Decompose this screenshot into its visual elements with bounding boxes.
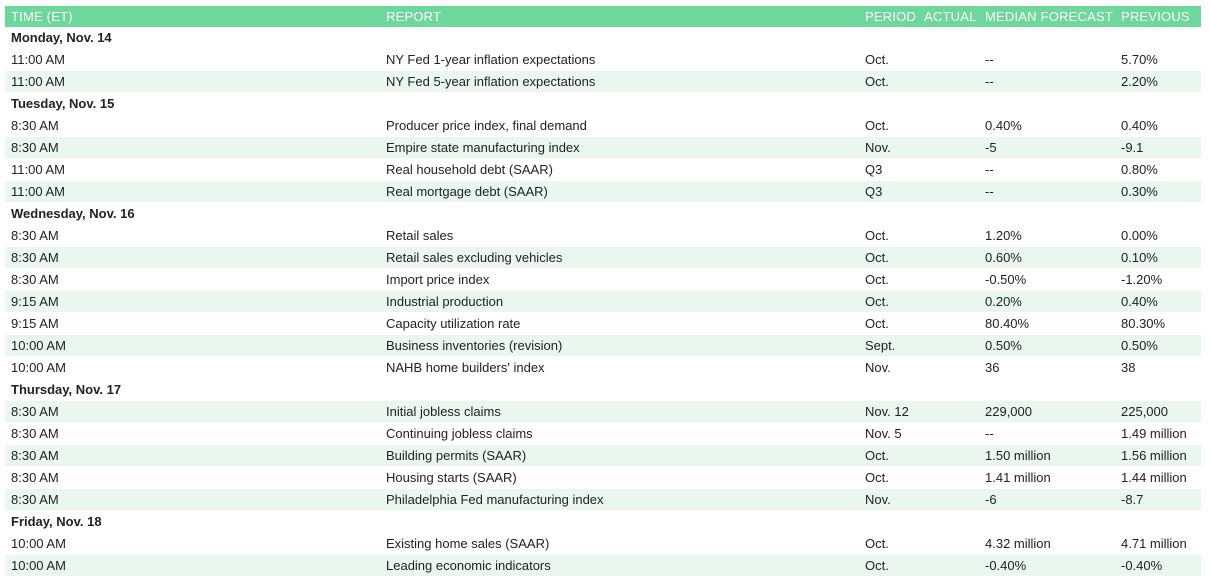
cell-period: Oct. <box>859 313 918 335</box>
cell-time: 10:00 AM <box>5 335 380 357</box>
table-row <box>5 467 1201 489</box>
cell-report: Housing starts (SAAR) <box>380 467 859 489</box>
table-row <box>5 159 1201 181</box>
cell-time: 8:30 AM <box>5 247 380 269</box>
cell-actual <box>918 291 979 313</box>
column-header-report: REPORT <box>386 9 442 24</box>
day-header-row <box>5 93 1201 115</box>
cell-time: 11:00 AM <box>5 71 380 93</box>
cell-time: 11:00 AM <box>5 49 380 71</box>
table-row <box>5 269 1201 291</box>
cell-time: 8:30 AM <box>5 225 380 247</box>
table-row <box>5 335 1201 357</box>
table-row <box>5 489 1201 511</box>
cell-report: Import price index <box>380 269 859 291</box>
cell-report: Real mortgage debt (SAAR) <box>380 181 859 203</box>
cell-median: -0.50% <box>979 269 1115 291</box>
cell-previous: 1.44 million <box>1115 467 1201 489</box>
cell-time: 9:15 AM <box>5 291 380 313</box>
table-row <box>5 445 1201 467</box>
cell-time: 8:30 AM <box>5 401 380 423</box>
cell-median: -6 <box>979 489 1115 511</box>
cell-median: 80.40% <box>979 313 1115 335</box>
table-row <box>5 313 1201 335</box>
cell-median: 36 <box>979 357 1115 379</box>
column-header-actual: ACTUAL <box>924 9 977 24</box>
cell-time: 11:00 AM <box>5 159 380 181</box>
table-row <box>5 357 1201 379</box>
table-row <box>5 137 1201 159</box>
cell-time: 8:30 AM <box>5 137 380 159</box>
cell-period: Nov. <box>859 357 918 379</box>
column-header-previous: PREVIOUS <box>1121 9 1190 24</box>
cell-period: Oct. <box>859 533 918 555</box>
cell-previous: 0.40% <box>1115 115 1201 137</box>
cell-median: 0.50% <box>979 335 1115 357</box>
cell-period: Oct. <box>859 445 918 467</box>
cell-previous: 0.40% <box>1115 291 1201 313</box>
cell-report: Producer price index, final demand <box>380 115 859 137</box>
day-label: Thursday, Nov. 17 <box>5 379 1201 401</box>
cell-time: 8:30 AM <box>5 489 380 511</box>
cell-time: 9:15 AM <box>5 313 380 335</box>
cell-median: 229,000 <box>979 401 1115 423</box>
cell-report: Existing home sales (SAAR) <box>380 533 859 555</box>
cell-report: NAHB home builders' index <box>380 357 859 379</box>
cell-previous: 38 <box>1115 357 1201 379</box>
table-row <box>5 225 1201 247</box>
cell-period: Oct. <box>859 247 918 269</box>
cell-actual <box>918 489 979 511</box>
cell-previous: 5.70% <box>1115 49 1201 71</box>
cell-period: Oct. <box>859 467 918 489</box>
cell-median: -- <box>979 423 1115 445</box>
cell-report: Business inventories (revision) <box>380 335 859 357</box>
day-header-row <box>5 27 1201 49</box>
table-row <box>5 533 1201 555</box>
cell-previous: 80.30% <box>1115 313 1201 335</box>
cell-actual <box>918 445 979 467</box>
cell-report: Continuing jobless claims <box>380 423 859 445</box>
table-header-row <box>5 6 1201 27</box>
cell-previous: 0.00% <box>1115 225 1201 247</box>
cell-time: 10:00 AM <box>5 533 380 555</box>
column-header-period: PERIOD <box>865 9 917 24</box>
cell-period: Oct. <box>859 115 918 137</box>
cell-time: 10:00 AM <box>5 555 380 577</box>
cell-report: Leading economic indicators <box>380 555 859 577</box>
cell-period: Oct. <box>859 49 918 71</box>
cell-report: NY Fed 5-year inflation expectations <box>380 71 859 93</box>
cell-actual <box>918 137 979 159</box>
cell-time: 8:30 AM <box>5 423 380 445</box>
cell-median: -- <box>979 159 1115 181</box>
table-body <box>5 27 1201 577</box>
cell-report: Empire state manufacturing index <box>380 137 859 159</box>
cell-period: Nov. <box>859 489 918 511</box>
cell-median: 1.50 million <box>979 445 1115 467</box>
cell-actual <box>918 313 979 335</box>
cell-actual <box>918 49 979 71</box>
cell-report: Initial jobless claims <box>380 401 859 423</box>
cell-time: 8:30 AM <box>5 269 380 291</box>
cell-actual <box>918 181 979 203</box>
column-header-time: TIME (ET) <box>11 9 73 24</box>
cell-previous: 0.50% <box>1115 335 1201 357</box>
cell-period: Oct. <box>859 291 918 313</box>
cell-previous: 1.56 million <box>1115 445 1201 467</box>
table-row <box>5 247 1201 269</box>
table-row <box>5 401 1201 423</box>
cell-actual <box>918 357 979 379</box>
cell-report: NY Fed 1-year inflation expectations <box>380 49 859 71</box>
economic-calendar <box>5 6 1201 577</box>
cell-period: Q3 <box>859 181 918 203</box>
table-row <box>5 49 1201 71</box>
cell-median: 1.20% <box>979 225 1115 247</box>
cell-actual <box>918 159 979 181</box>
cell-median: 1.41 million <box>979 467 1115 489</box>
cell-median: -0.40% <box>979 555 1115 577</box>
cell-previous: 0.30% <box>1115 181 1201 203</box>
table-row <box>5 115 1201 137</box>
table-row <box>5 181 1201 203</box>
cell-previous: 4.71 million <box>1115 533 1201 555</box>
cell-report: Real household debt (SAAR) <box>380 159 859 181</box>
day-label: Friday, Nov. 18 <box>5 511 1201 533</box>
economic-calendar-table <box>5 6 1201 577</box>
day-header-row <box>5 511 1201 533</box>
cell-report: Industrial production <box>380 291 859 313</box>
cell-actual <box>918 269 979 291</box>
cell-median: 0.60% <box>979 247 1115 269</box>
cell-actual <box>918 555 979 577</box>
cell-previous: 1.49 million <box>1115 423 1201 445</box>
cell-median: 0.40% <box>979 115 1115 137</box>
cell-previous: 225,000 <box>1115 401 1201 423</box>
cell-time: 10:00 AM <box>5 357 380 379</box>
cell-previous: -1.20% <box>1115 269 1201 291</box>
column-header-median-forecast: MEDIAN FORECAST <box>985 9 1113 24</box>
cell-time: 8:30 AM <box>5 115 380 137</box>
cell-period: Sept. <box>859 335 918 357</box>
cell-time: 11:00 AM <box>5 181 380 203</box>
cell-previous: -0.40% <box>1115 555 1201 577</box>
cell-report: Retail sales excluding vehicles <box>380 247 859 269</box>
cell-report: Philadelphia Fed manufacturing index <box>380 489 859 511</box>
cell-median: -5 <box>979 137 1115 159</box>
cell-report: Capacity utilization rate <box>380 313 859 335</box>
day-label: Tuesday, Nov. 15 <box>5 93 1201 115</box>
cell-period: Nov. 12 <box>859 401 918 423</box>
cell-time: 8:30 AM <box>5 467 380 489</box>
cell-previous: 2.20% <box>1115 71 1201 93</box>
cell-report: Retail sales <box>380 225 859 247</box>
day-header-row <box>5 379 1201 401</box>
cell-median: -- <box>979 71 1115 93</box>
cell-previous: 0.80% <box>1115 159 1201 181</box>
cell-period: Nov. 5 <box>859 423 918 445</box>
cell-actual <box>918 423 979 445</box>
cell-period: Oct. <box>859 225 918 247</box>
cell-actual <box>918 71 979 93</box>
cell-period: Oct. <box>859 269 918 291</box>
cell-previous: -9.1 <box>1115 137 1201 159</box>
cell-period: Oct. <box>859 71 918 93</box>
cell-period: Nov. <box>859 137 918 159</box>
day-label: Wednesday, Nov. 16 <box>5 203 1201 225</box>
cell-previous: -8.7 <box>1115 489 1201 511</box>
table-row <box>5 423 1201 445</box>
cell-actual <box>918 467 979 489</box>
cell-median: 4.32 million <box>979 533 1115 555</box>
cell-period: Q3 <box>859 159 918 181</box>
cell-actual <box>918 533 979 555</box>
cell-median: 0.20% <box>979 291 1115 313</box>
table-row <box>5 71 1201 93</box>
cell-actual <box>918 115 979 137</box>
day-label: Monday, Nov. 14 <box>5 27 1201 49</box>
cell-actual <box>918 401 979 423</box>
day-header-row <box>5 203 1201 225</box>
cell-actual <box>918 225 979 247</box>
cell-time: 8:30 AM <box>5 445 380 467</box>
cell-actual <box>918 335 979 357</box>
cell-previous: 0.10% <box>1115 247 1201 269</box>
table-row <box>5 291 1201 313</box>
cell-median: -- <box>979 181 1115 203</box>
table-row <box>5 555 1201 577</box>
cell-period: Oct. <box>859 555 918 577</box>
cell-median: -- <box>979 49 1115 71</box>
cell-report: Building permits (SAAR) <box>380 445 859 467</box>
cell-actual <box>918 247 979 269</box>
